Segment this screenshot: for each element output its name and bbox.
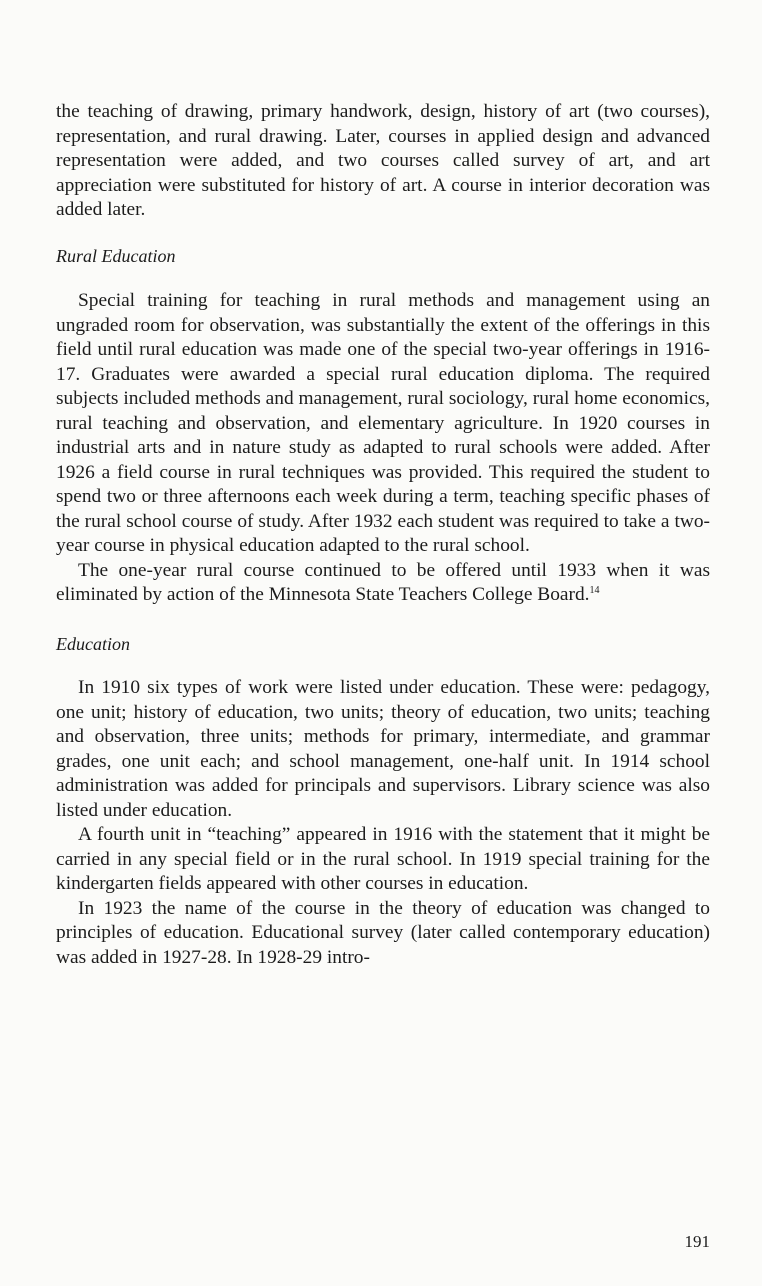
rural-paragraph-1: Special training for teaching in rural methods and management using an ungraded room for observation, was substantially the extent of the offerings in this field until rural education was made one of the special two-year offerings in 1916-17. Graduates were awarded a special rural education diploma. The required subjects included methods and management, rural sociology, rural home economics, rural teaching and observation, and elementary agriculture. In 1920 courses in industrial arts and in nature study as adapted to rural schools were added. After 1926 a field course in rural techniques was provided. This required the student to spend two or three afternoons each week during a term, teaching specific phases of the rural school course of study. After 1932 each student was required to take a two-year course in physical education adapted to the rural school. [56,290,710,556]
education-heading: Education [56,633,130,654]
footnote-reference: 14 [589,585,600,596]
page-number: 191 [684,1232,710,1251]
education-paragraph-3: In 1923 the name of the course in the theory of education was changed to principles of education. Educational survey (later called contemporary education) was added in 1927-28. In 1928-29 intro- [56,897,710,968]
education-paragraph-2: A fourth unit in “teaching” appeared in 1916 with the statement that it might be carried in any special field or in the rural school. In 1919 special training for the kindergarten fields appeared with other courses in education. [56,824,710,894]
rural-paragraph-2-text: The one-year rural course continued to be offered until 1933 when it was eliminated by action of the Minnesota State Teachers College Board. [56,559,710,605]
education-paragraph-1: In 1910 six types of work were listed under education. These were: pedagogy, one unit; history of education, two units; theory of education, two units; teaching and observation, three units; methods for primary, intermediate, and grammar grades, one unit each; and school management, one-half unit. In 1914 school administration was added for principals and supervisors. Library science was also listed under education. [56,677,710,821]
continuation-paragraph: the teaching of drawing, primary handwork, design, history of art (two courses), representation, and rural drawing. Later, courses in applied design and advanced representation were added, and two courses called survey of art, and art appreciation were substituted for history of art. A course in interior decoration was added later. [56,101,710,220]
body-text [56,100,710,970]
rural-education-heading: Rural Education [56,245,176,266]
rural-paragraph-2 [56,559,710,608]
